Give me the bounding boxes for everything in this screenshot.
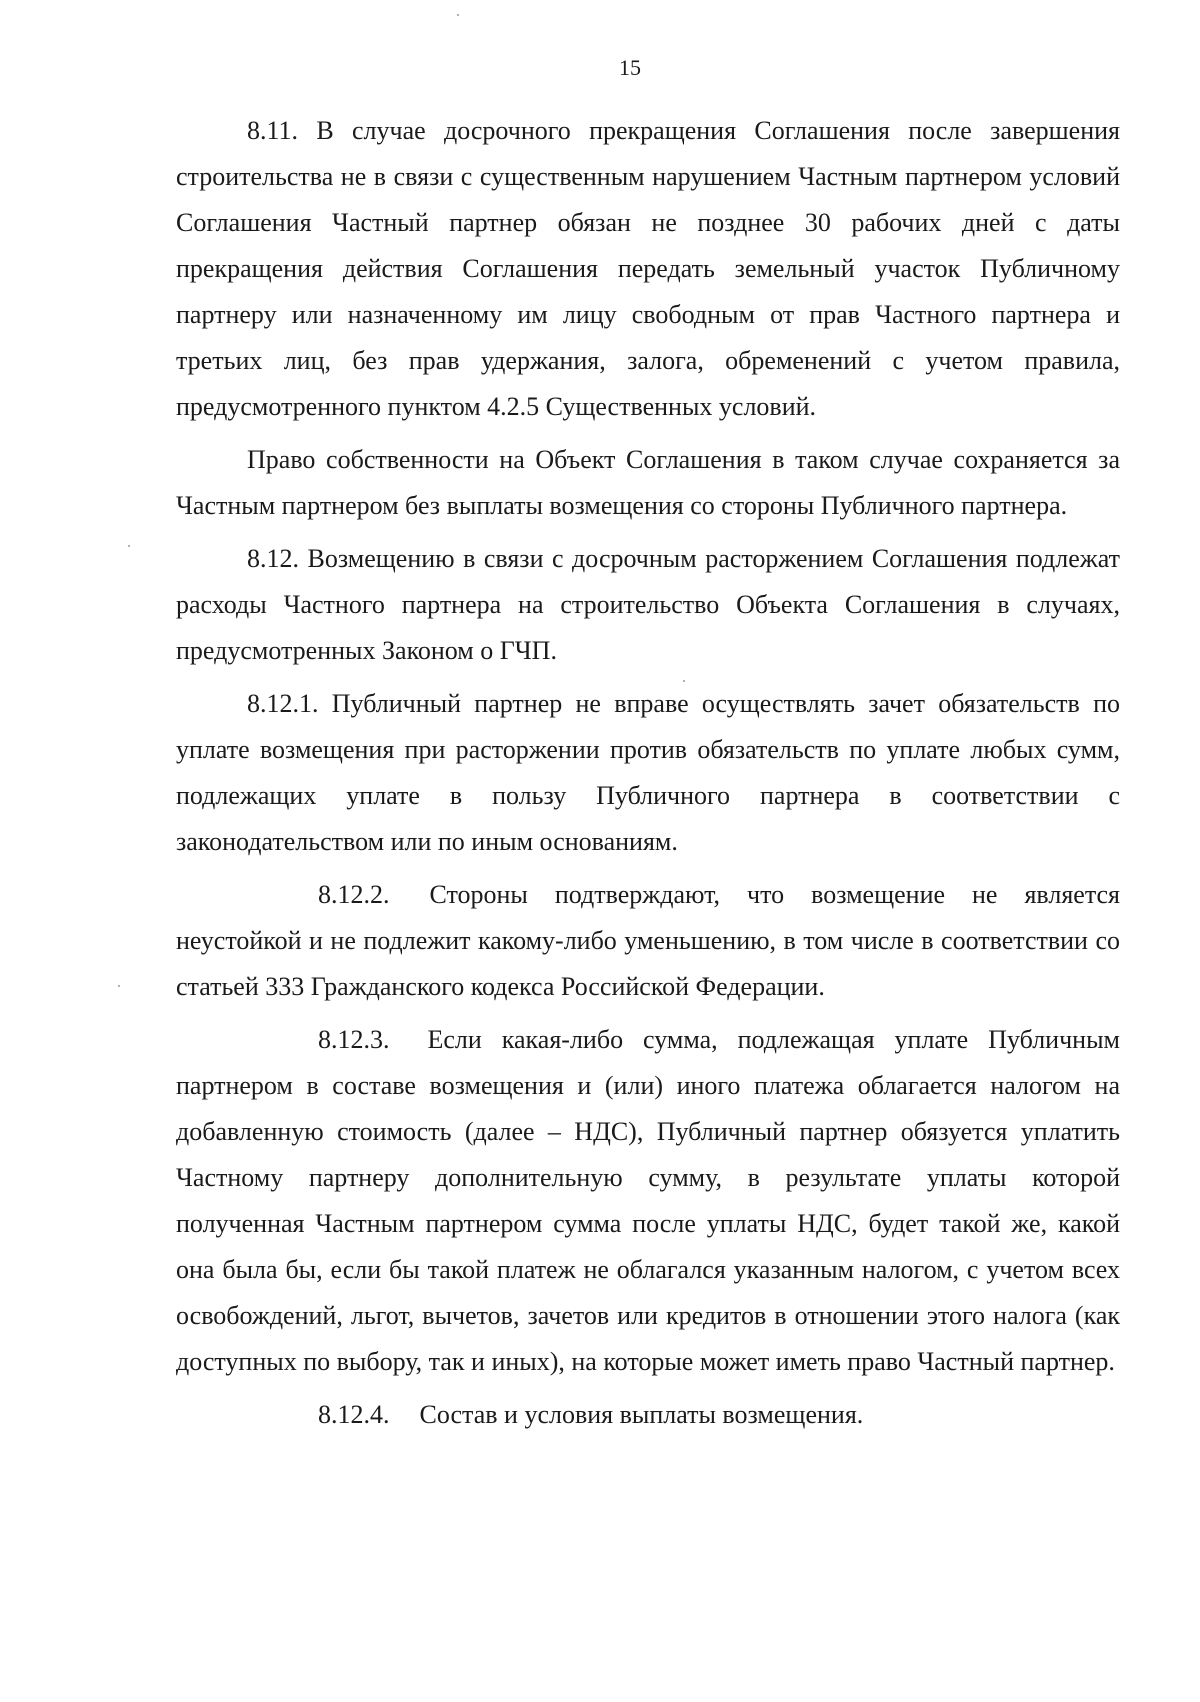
- clause-text: Стороны подтверждают, что возмещение не является неустойкой и не подлежит какому-либо уменьшению, в том числе в соответствии со статьей 333 Гражданского кодекса Российской Федерации.: [176, 880, 1120, 1001]
- clause-8-12-2: [176, 872, 1120, 1010]
- clause-8-12-4: [176, 1392, 1120, 1438]
- page-number: 15: [619, 55, 641, 80]
- ownership-paragraph: Право собственности на Объект Соглашения в таком случае сохраняется за Частным партнером без выплаты возмещения со стороны Публичного партнера.: [176, 445, 1120, 520]
- clause-8-12-3: [176, 1017, 1120, 1385]
- document-body: [176, 108, 1120, 1438]
- scan-speck: [683, 680, 685, 682]
- scan-speck: [457, 14, 459, 16]
- scan-speck: [118, 985, 120, 987]
- clause-number: 8.12.4.: [318, 1400, 390, 1429]
- clause-8-12-1: 8.12.1. Публичный партнер не вправе осуществлять зачет обязательств по уплате возмещения при расторжении против обязательств по уплате любых сумм, подлежащих уплате в пользу Публичного партнера в соответствии с законодательством или по иным основаниям.: [176, 689, 1120, 856]
- clause-8-11: 8.11. В случае досрочного прекращения Соглашения после завершения строительства не в связи с существенным нарушением Частным партнером условий Соглашения Частный партнер обязан не позднее 30 рабочих дней с даты прекращения действия Соглашения передать земельный участок Публичному партнеру или назначенному им лицу свободным от прав Частного партнера и третьих лиц, без прав удержания, залога, обременений с учетом правила, предусмотренного пунктом 4.2.5 Существенных условий.: [176, 116, 1120, 421]
- clause-text: Если какая-либо сумма, подлежащая уплате Публичным партнером в составе возмещения и (или) иного платежа облагается налогом на добавленную стоимость (далее – НДС), Публичный партнер обязуется уплатить Частному партнеру дополнительную сумму, в результате уплаты которой полученная Частным партнером сумма после уплаты НДС, будет такой же, какой она была бы, если бы такой платеж не облагался указанным налогом, с учетом всех освобождений, льгот, вычетов, зачетов или кредитов в отношении этого налога (как доступных по выбору, так и иных), на которые может иметь право Частный партнер.: [176, 1025, 1120, 1376]
- clause-number: 8.12.3.: [318, 1025, 390, 1054]
- clause-8-12: 8.12. Возмещению в связи с досрочным расторжением Соглашения подлежат расходы Частного партнера на строительство Объекта Соглашения в случаях, предусмотренных Законом о ГЧП.: [176, 544, 1120, 665]
- clause-number: 8.12.2.: [318, 880, 390, 909]
- scan-speck: [128, 545, 130, 547]
- clause-text: Состав и условия выплаты возмещения.: [419, 1400, 864, 1429]
